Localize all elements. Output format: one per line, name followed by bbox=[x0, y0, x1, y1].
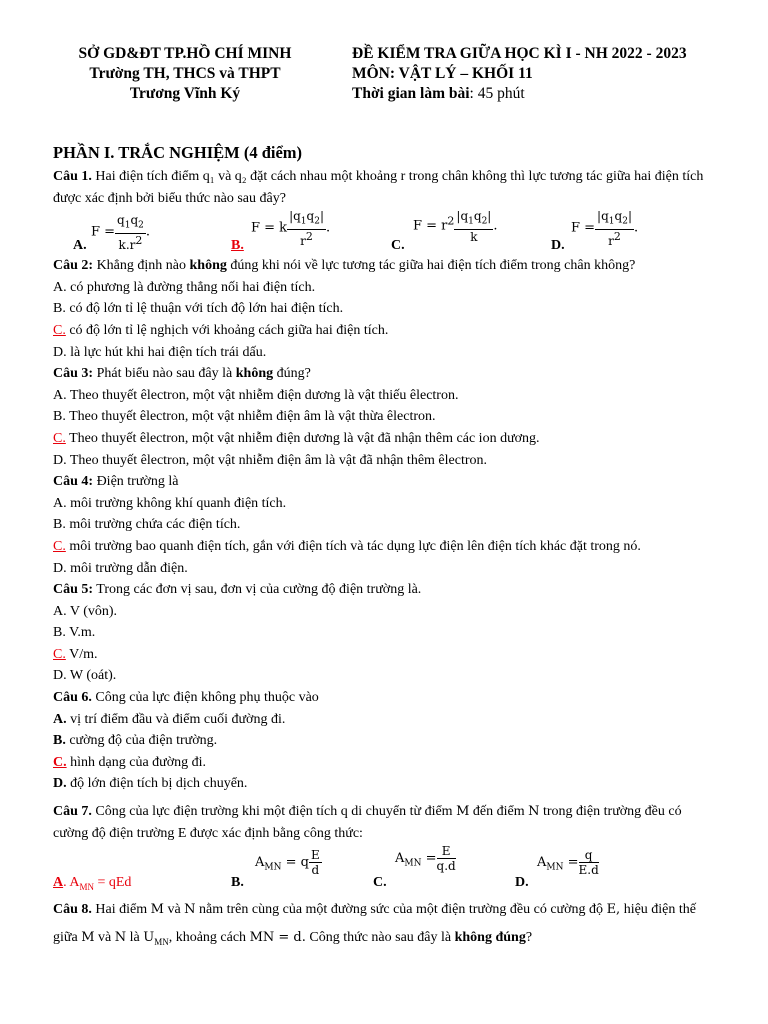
question-7-option-b-label: B. bbox=[231, 875, 244, 891]
question-3-option-a: A. Theo thuyết êlectron, một vật nhiễm điện dương là vật thiếu êlectron. bbox=[53, 387, 459, 403]
school-name: Trường TH, THCS và THPT bbox=[89, 65, 281, 82]
question-6-option-d: D. độ lớn điện tích bị dịch chuyển. bbox=[53, 776, 248, 792]
question-3-option-d: D. Theo thuyết êlectron, một vật nhiễm điện âm là vật đã nhận thêm êlectron. bbox=[53, 452, 488, 468]
exam-time: Thời gian làm bài: 45 phút bbox=[352, 85, 525, 102]
question-7-option-a: A. $A_{MN}$ = qEd bbox=[53, 875, 132, 893]
question-7-options bbox=[53, 844, 713, 892]
question-1-options bbox=[53, 209, 713, 255]
question-6-option-b: B. cường độ của điện trường. bbox=[53, 733, 218, 749]
option-d-label: D. bbox=[551, 238, 565, 254]
formula-d: F = $\frac{|q_1q_2|}{r^2}$ . bbox=[571, 209, 639, 248]
question-1: Câu 1. Hai điện tích điểm q₁ và q₂ đặt cách nhau một khoảng r trong chân không thì lực tương tác giữa hai điện tích được xác định bởi biểu thức nào sau đây? bbox=[53, 169, 704, 206]
question-2-option-b: B. có độ lớn tỉ lệ thuận với tích độ lớn hai điện tích. bbox=[53, 301, 344, 317]
formula-a: F = $\frac{q_1q_2}{k.r^2}$ . bbox=[91, 213, 151, 252]
question-6-option-a: A. vị trí điểm đầu và điểm cuối đường đi. bbox=[53, 711, 286, 727]
question-3-option-b: B. Theo thuyết êlectron, một vật nhiễm điện âm là vật thừa êlectron. bbox=[53, 409, 436, 425]
question-3: Câu 3: Phát biểu nào sau đây là không đúng? bbox=[53, 366, 311, 382]
question-7-formula-c: $A_{MN}$ = $\frac{E}{q.d}$ bbox=[395, 844, 456, 874]
question-7: Câu 7. Công của lực điện trường khi một điện tích q di chuyển từ điểm M đến điểm N trong điện trường đều có cường độ điện trường E được xác định bằng công thức: bbox=[53, 804, 682, 841]
question-2-option-a: A. có phương là đường thẳng nối hai điện tích. bbox=[53, 279, 316, 295]
exam-title: ĐỀ KIỂM TRA GIỮA HỌC KÌ I - NH 2022 - 2023 bbox=[352, 45, 687, 62]
question-7-formula-b: $A_{MN} = q$ $\frac{E}{d}$ bbox=[255, 848, 320, 878]
option-a-label: A. bbox=[73, 238, 87, 254]
question-2-option-c: C. có độ lớn tỉ lệ nghịch với khoảng cách giữa hai điện tích. bbox=[53, 322, 389, 338]
exam-subject: MÔN: VẬT LÝ – KHỐI 11 bbox=[352, 65, 533, 82]
question-5-option-d: D. W (oát). bbox=[53, 668, 117, 684]
question-4: Câu 4: Điện trường là bbox=[53, 474, 179, 490]
question-6-option-c: C. hình dạng của đường đi. bbox=[53, 754, 207, 770]
question-8: Câu 8. Hai điểm M và N nằm trên cùng của một đường sức của một điện trường đều có cường độ E, hiệu điện thế giữa M và N là $U_{MN}$, khoảng cách MN = d. Công thức nào sau đây là không đúng? bbox=[53, 902, 696, 948]
question-4-option-a: A. môi trường không khí quanh điện tích. bbox=[53, 495, 287, 511]
question-7-option-c-label: C. bbox=[373, 875, 387, 891]
question-2: Câu 2: Khẳng định nào không đúng khi nói về lực tương tác giữa hai điện tích điểm trong chân không? bbox=[53, 258, 636, 274]
question-4-option-b: B. môi trường chứa các điện tích. bbox=[53, 517, 241, 533]
section-title: PHẦN I. TRẮC NGHIỆM (4 điểm) bbox=[53, 143, 303, 162]
question-4-option-d: D. môi trường dẫn điện. bbox=[53, 560, 188, 576]
formula-c: $F = r^2$ $\frac{|q_1q_2|}{k}$ . bbox=[413, 209, 498, 244]
exam-content bbox=[53, 166, 713, 956]
question-5: Câu 5: Trong các đơn vị sau, đơn vị của cường độ điện trường là. bbox=[53, 582, 422, 598]
formula-b: F = k $\frac{|q_1q_2|}{r^2}$ . bbox=[251, 209, 331, 248]
question-7-option-d-label: D. bbox=[515, 875, 529, 891]
option-c-label: C. bbox=[391, 238, 405, 254]
school-department: SỞ GD&ĐT TP.HỒ CHÍ MINH bbox=[78, 45, 292, 62]
question-5-option-a: A. V (vôn). bbox=[53, 603, 118, 619]
option-b-label: B. bbox=[231, 238, 244, 254]
school-name-2: Trương Vĩnh Ký bbox=[129, 85, 241, 102]
exam-header bbox=[352, 44, 752, 104]
question-6: Câu 6. Công của lực điện không phụ thuộc vào bbox=[53, 690, 319, 706]
question-4-option-c: C. môi trường bao quanh điện tích, gắn với điện tích và tác dụng lực điện lên điện tích khác đặt trong nó. bbox=[53, 538, 641, 554]
question-3-option-c: C. Theo thuyết êlectron, một vật nhiễm điện dương là vật đã nhận thêm các ion dương. bbox=[53, 430, 540, 446]
question-5-option-b: B. V.m. bbox=[53, 625, 96, 641]
question-7-formula-d: $A_{MN}$ = $\frac{q}{E.d}$ bbox=[537, 848, 599, 878]
question-2-option-d: D. là lực hút khi hai điện tích trái dấu. bbox=[53, 344, 267, 360]
question-5-option-c: C. V/m. bbox=[53, 646, 98, 662]
school-header bbox=[60, 44, 310, 104]
